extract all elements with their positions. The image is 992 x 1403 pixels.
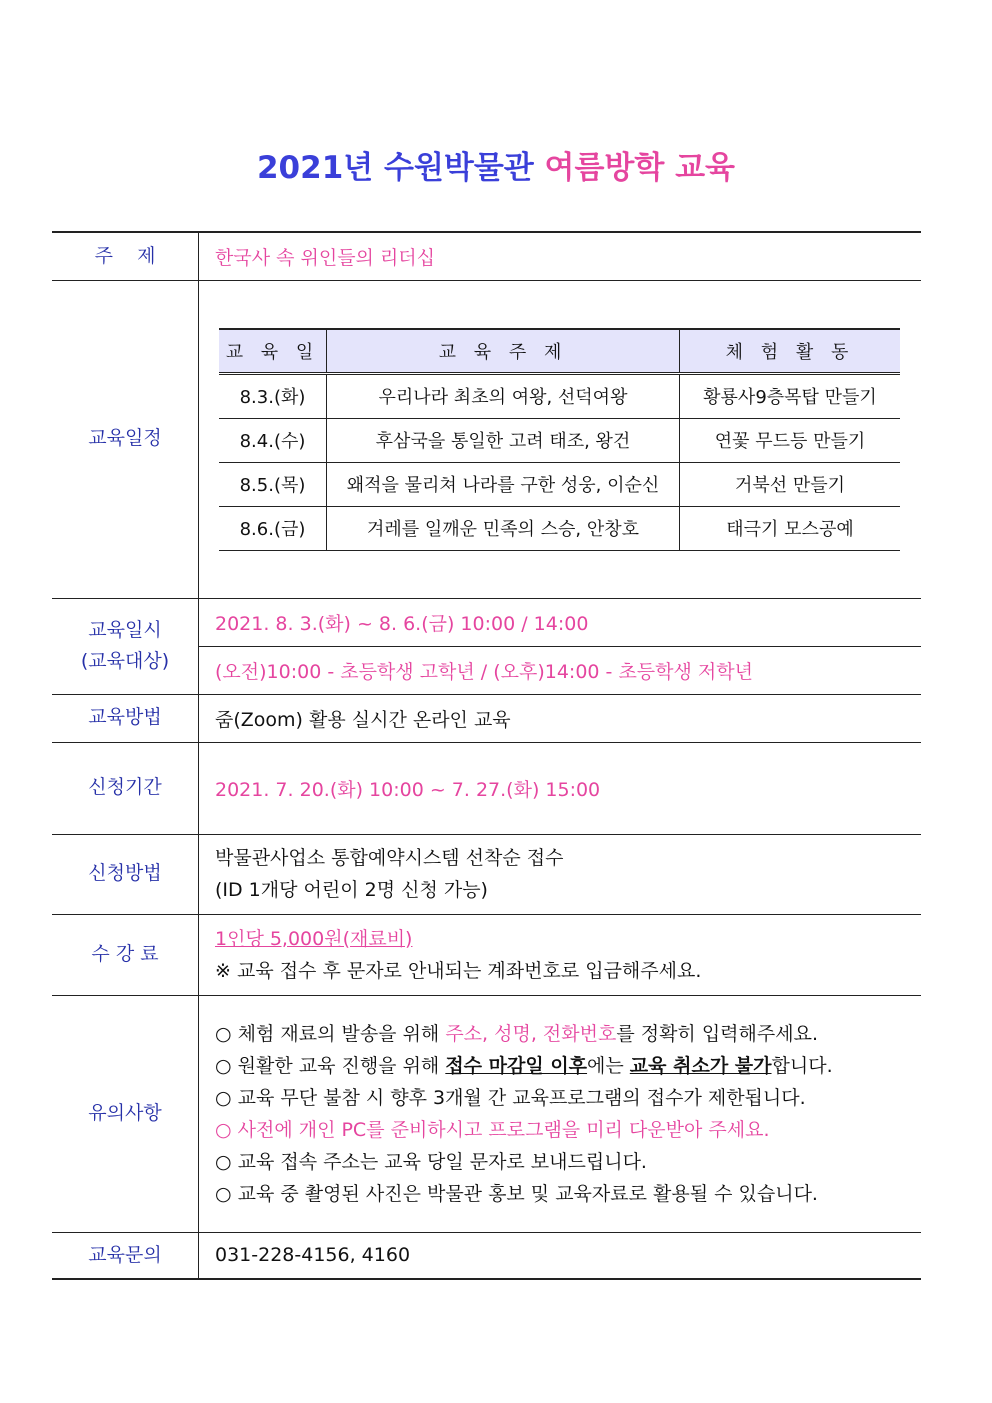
method-value: 줌(Zoom) 활용 실시간 온라인 교육 [199,694,922,742]
schedule-date: 8.5.(목) [219,462,327,506]
schedule-subject: 우리나라 최초의 여왕, 선덕여왕 [327,373,680,418]
period-row [52,742,921,834]
note-item: ○ 원활한 교육 진행을 위해 접수 마감일 이후에는 교육 취소가 불가합니다. [215,1054,833,1077]
schedule-item-row [219,418,900,462]
contact-row [52,1232,921,1279]
note-item: ○ 교육 무단 불참 시 향후 3개월 간 교육프로그램의 접수가 제한됩니다. [215,1086,806,1109]
schedule-activity: 황룡사9층목탑 만들기 [680,373,901,418]
contact-label: 교육문의 [52,1232,199,1279]
note-item: ○ 사전에 개인 PC를 준비하시고 프로그램을 미리 다운받아 주세요. [215,1118,770,1141]
schedule-item-row [219,373,900,418]
schedule-table [219,328,900,551]
topic-row [52,232,921,280]
apply-line1: 박물관사업소 통합예약시스템 선착순 접수 [215,847,564,869]
note-item: ○ 교육 중 촬영된 사진은 박물관 홍보 및 교육자료로 활용될 수 있습니다. [215,1182,818,1205]
datetime-label-line1: 교육일시 [88,618,162,641]
schedule-subject: 후삼국을 통일한 고려 태조, 왕건 [327,418,680,462]
notes-label: 유의사항 [52,995,199,1232]
datetime-label [52,598,199,694]
schedule-subject: 겨레를 일깨운 민족의 스승, 안창호 [327,506,680,550]
schedule-subject: 왜적을 물리쳐 나라를 구한 성웅, 이순신 [327,462,680,506]
method-label: 교육방법 [52,694,199,742]
title-part2: 여름방학 교육 [544,150,735,186]
schedule-header-date: 교 육 일 [219,329,327,374]
target-value: (오전)10:00 - 초등학생 고학년 / (오후)14:00 - 초등학생 저학년 [199,646,922,694]
page-title [0,142,992,187]
topic-value: 한국사 속 위인들의 리더십 [199,232,922,280]
period-value: 2021. 7. 20.(화) 10:00 ~ 7. 27.(화) 15:00 [199,742,922,834]
schedule-date: 8.3.(화) [219,373,327,418]
notes-row [52,995,921,1232]
apply-value [199,834,922,914]
title-part1: 2021년 수원박물관 [256,150,534,186]
fee-amount: 1인당 5,000원(재료비) [215,927,413,950]
apply-line2: (ID 1개당 어린이 2명 신청 가능) [215,879,488,901]
apply-row [52,834,921,914]
fee-label: 수 강 료 [52,914,199,995]
datetime-label-line2: (교육대상) [80,650,170,672]
info-table [52,231,921,1280]
datetime-value: 2021. 8. 3.(화) ~ 8. 6.(금) 10:00 / 14:00 [199,598,922,646]
contact-value: 031-228-4156, 4160 [199,1232,922,1279]
note-item: ○ 체험 재료의 발송을 위해 주소, 성명, 전화번호를 정확히 입력해주세요. [215,1022,818,1045]
fee-row [52,914,921,995]
schedule-label: 교육일정 [52,280,199,598]
schedule-header-subject: 교 육 주 제 [327,329,680,374]
schedule-date: 8.6.(금) [219,506,327,550]
schedule-cell [199,280,922,598]
note-item: ○ 교육 접속 주소는 교육 당일 문자로 보내드립니다. [215,1150,647,1173]
schedule-activity: 태극기 모스공예 [680,506,901,550]
schedule-activity: 거북선 만들기 [680,462,901,506]
schedule-row [52,280,921,598]
fee-value [199,914,922,995]
notes-value [199,995,922,1232]
period-label: 신청기간 [52,742,199,834]
schedule-header-activity: 체 험 활 동 [680,329,901,374]
topic-label: 주 제 [52,232,199,280]
schedule-activity: 연꽃 무드등 만들기 [680,418,901,462]
schedule-item-row [219,462,900,506]
apply-label: 신청방법 [52,834,199,914]
method-row [52,694,921,742]
schedule-date: 8.4.(수) [219,418,327,462]
datetime-row [52,598,921,646]
schedule-item-row [219,506,900,550]
schedule-header-row [219,329,900,374]
fee-note: ※ 교육 접수 후 문자로 안내되는 계좌번호로 입금해주세요. [215,959,702,982]
